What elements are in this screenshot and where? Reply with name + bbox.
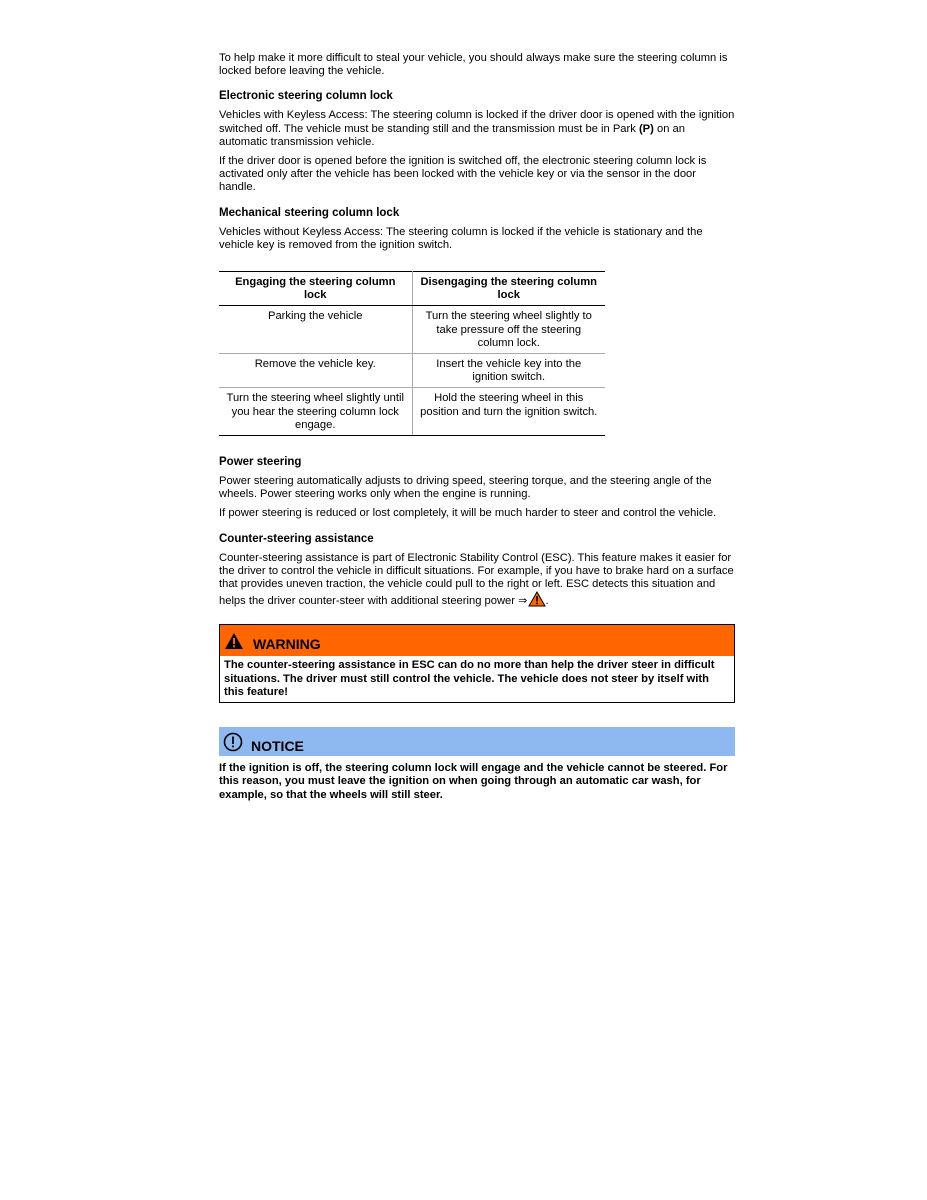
warning-triangle-icon[interactable] (528, 591, 546, 607)
table-cell: Insert the vehicle key into the ignition switch. (412, 354, 605, 388)
park-gear-label: (P) (638, 122, 654, 135)
power-steering-heading: Power steering (219, 456, 302, 469)
warning-title: WARNING (253, 635, 321, 652)
power-steering-paragraph-1: Power steering automatically adjusts to driving speed, steering torque, and the steering angle of the wheels. Power steering works only when the engine is running. (219, 475, 712, 501)
column-header-disengaging: Disengaging the steering column lock (412, 272, 605, 306)
electronic-lock-heading: Electronic steering column lock (219, 90, 393, 103)
manual-page-content (219, 52, 735, 802)
notice-box (219, 727, 735, 802)
table-row (219, 388, 605, 436)
table-row (219, 306, 605, 354)
counter-steering-paragraph (219, 552, 735, 609)
warning-triangle-icon (224, 632, 244, 650)
power-steering-paragraph-2: If power steering is reduced or lost completely, it will be much harder to steer and control the vehicle. (219, 507, 717, 520)
warning-header (220, 625, 734, 656)
cross-reference-arrow: ⇒ (518, 595, 528, 608)
table-cell: Remove the vehicle key. (219, 354, 412, 388)
text-span: on an automatic transmission vehicle. (219, 122, 685, 148)
table-cell: Parking the vehicle (219, 306, 412, 354)
steering-lock-table (219, 271, 605, 436)
mechanical-lock-heading: Mechanical steering column lock (219, 206, 400, 219)
table-cell: Turn the steering wheel slightly until you hear the steering column lock engage. (219, 388, 412, 436)
text-span: . (545, 595, 549, 608)
electronic-lock-paragraph-2: If the driver door is opened before the ignition is switched off, the electronic steering column lock is activated only after the vehicle has been locked with the vehicle key or via the sensor in the door handle. (219, 155, 707, 194)
table-cell: Hold the steering wheel in this position and turn the ignition switch. (412, 388, 605, 436)
notice-exclamation-circle-icon (223, 732, 243, 752)
notice-title: NOTICE (251, 737, 304, 754)
notice-body: If the ignition is off, the steering column lock will engage and the vehicle cannot be steered. For this reason, you must leave the ignition on when going through an automatic car wash, for example, so that the wheels will still steer. (219, 762, 728, 801)
text-span: Vehicles with Keyless Access: The steering column is locked if the driver door is opened with the ignition switched off. The vehicle must be standing still and the transmission must be in Park (219, 109, 735, 135)
mechanical-lock-paragraph: Vehicles without Keyless Access: The steering column is locked if the vehicle is stationary and the vehicle key is removed from the ignition switch. (219, 225, 703, 251)
notice-header (219, 727, 735, 756)
intro-paragraph: To help make it more difficult to steal your vehicle, you should always make sure the steering column is locked before leaving the vehicle. (219, 52, 728, 78)
table-cell: Turn the steering wheel slightly to take pressure off the steering column lock. (412, 306, 605, 354)
column-header-engaging: Engaging the steering column lock (219, 272, 412, 306)
electronic-lock-paragraph-1 (219, 109, 735, 149)
table-row (219, 354, 605, 388)
table-header-row (219, 272, 605, 306)
warning-box (219, 624, 735, 703)
counter-steering-heading: Counter-steering assistance (219, 532, 374, 545)
text-span: Counter-steering assistance is part of Electronic Stability Control (ESC). This feature makes it easier for the driver to control the vehicle in difficult situations. For example, if you have to brake hard on a surface that provides uneven traction, the vehicle could pull to the right or left. ESC detects this situation and helps the driver counter-steer with additional steering power (219, 551, 734, 608)
warning-body: The counter-steering assistance in ESC can do no more than help the driver steer in difficult situations. The driver must still control the vehicle. The vehicle does not steer by itself with this feature! (224, 659, 715, 698)
